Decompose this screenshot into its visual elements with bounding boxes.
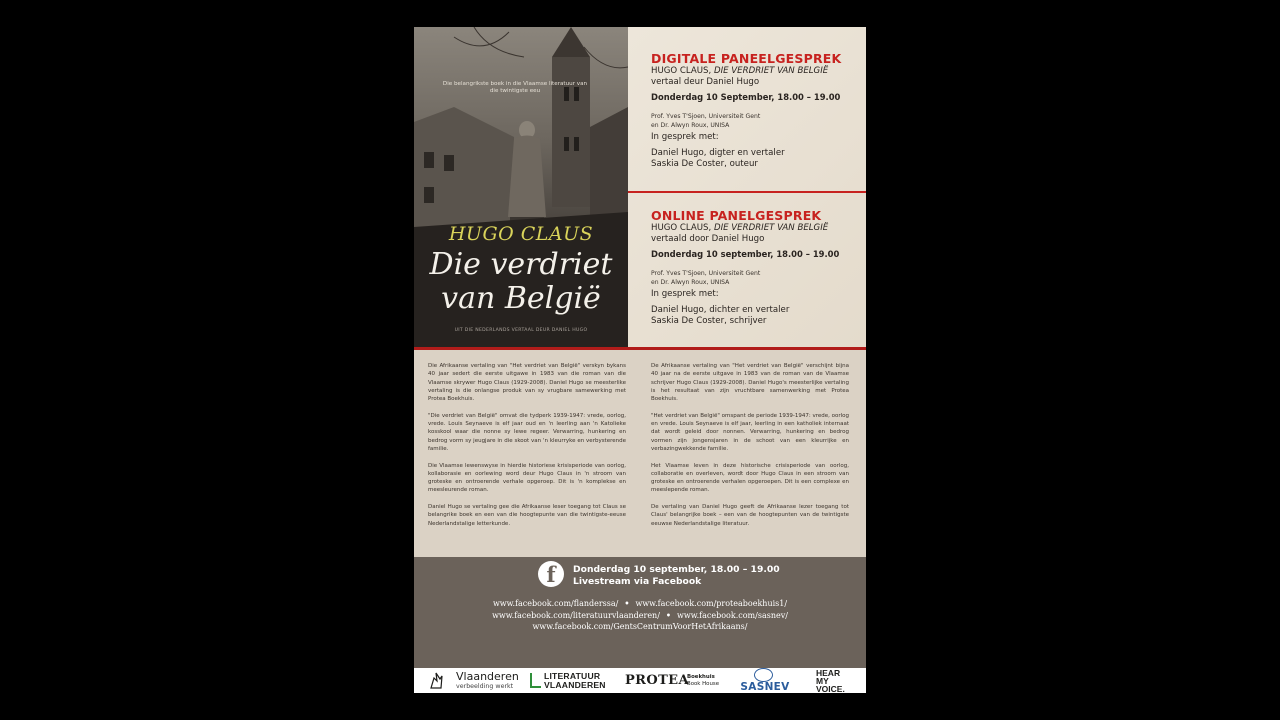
link-separator: •: [665, 609, 672, 620]
body-af-paragraph: "Die verdriet van België" omvat die tydperk 1939-1947: vrede, oorlog, vrede. Louis Seynaeve is elf jaar oud en 'n leerling aan 'n Katolieke kosskool waar die nonne sy lewe regeer. Verwarring, hunkering en bedrog vorm sy jeugjare in die skoot van 'n kleurryke en verbysterende familie.: [428, 412, 626, 452]
cover-tagline: Die belangrikste boek in die Vlaamse literatuur van die twintigste eeu: [442, 81, 588, 94]
lion-icon: [428, 670, 445, 690]
event-af-moderator-1: Prof. Yves T'Sjoen, Universiteit Gent: [651, 113, 761, 120]
facebook-link[interactable]: www.facebook.com/GentsCentrumVoorHetAfrikaans/: [532, 622, 748, 631]
event-nl-in-conversation: In gesprek met:: [651, 289, 719, 299]
event-af-date: Donderdag 10 September, 18.00 – 19.00: [651, 92, 841, 102]
hear-text: HEAR: [816, 668, 841, 678]
body-nl-paragraph: Het Vlaamse leven in deze historische crisisperiode van oorlog, collaboratie en overleven, wordt door Hugo Claus in een stroom van groteske en ontroerende verhalen opgeroepen. Dit is een complexe en meeslepende roman.: [651, 462, 849, 494]
facebook-link[interactable]: www.facebook.com/flanderssa/: [492, 599, 619, 608]
literatuur-line1: LITERATUUR: [544, 671, 601, 681]
facebook-icon[interactable]: f: [538, 561, 564, 587]
description-section: [414, 350, 866, 557]
vlaanderen-logo: [428, 668, 520, 693]
protea-logo: [625, 673, 720, 691]
event-af-book-title: DIE VERDRIET VAN BELGIË: [713, 66, 829, 76]
sasnev-name: SASNEV: [740, 681, 790, 693]
event-details-panel: [628, 27, 866, 347]
protea-sub1: Boekhuis: [687, 674, 715, 680]
event-poster: [414, 27, 866, 693]
protea-name: PROTEA: [625, 673, 689, 688]
livestream-band: [414, 557, 866, 668]
event-af-guest-2: Saskia De Coster, outeur: [651, 159, 758, 169]
sponsor-logos: [414, 668, 866, 693]
protea-sub2: Book House: [687, 681, 720, 687]
cover-title-line2: van België: [441, 281, 601, 316]
vlaanderen-tagline: verbeelding werkt: [456, 683, 514, 690]
event-nl-guest-2: Saskia De Coster, schrijver: [651, 316, 767, 326]
body-af-paragraph: Daniel Hugo se vertaling gee die Afrikaanse leser toegang tot Claus se belangrike boek en een van die hoogtepunte van die twintigste-eeuse Nederlandstalige letterkunde.: [428, 504, 626, 527]
event-nl-date: Donderdag 10 september, 18.00 – 19.00: [651, 249, 840, 259]
event-af-book: [651, 66, 862, 77]
event-af-moderator-2: en Dr. Alwyn Roux, UNISA: [651, 122, 730, 129]
my-text: MY: [816, 676, 829, 686]
body-nl-paragraph: De Afrikaanse vertaling van "Het verdriet van België" verschijnt bijna 40 jaar na de eerste uitgave in 1983 van de roman van de Vlaamse schrijver Hugo Claus (1929-2008). Daniel Hugo's meesterlijke vertaling is het resultaat van zijn vruchtbare samenwerking met Protea Boekhuis.: [651, 363, 849, 403]
cover-author: HUGO CLAUS: [448, 223, 594, 245]
event-divider: [628, 191, 866, 193]
event-dutch: [651, 208, 862, 327]
event-nl-translator: vertaald door Daniel Hugo: [651, 234, 765, 244]
event-af-in-conversation: In gesprek met:: [651, 132, 719, 142]
event-nl-moderator-1: Prof. Yves T'Sjoen, Universiteit Gent: [651, 270, 761, 277]
event-af-guest-1: Daniel Hugo, digter en vertaler: [651, 148, 785, 158]
link-separator: •: [624, 598, 630, 608]
literatuur-mark-icon: [530, 673, 541, 688]
event-nl-book-title: DIE VERDRIET VAN BELGIË: [713, 223, 829, 233]
literatuur-line2: VLAANDEREN: [544, 680, 606, 690]
description-afrikaans: [428, 362, 626, 536]
cover-title-line1: Die verdriet: [429, 247, 613, 282]
event-af-title: DIGITALE PANEELGESPREK: [651, 51, 842, 66]
sasnev-seal-icon: [754, 668, 773, 682]
description-dutch: [651, 362, 849, 536]
facebook-link[interactable]: www.facebook.com/literatuurvlaanderen/: [492, 610, 660, 620]
facebook-link[interactable]: www.facebook.com/sasnev/: [677, 610, 788, 620]
body-nl-paragraph: De vertaling van Daniel Hugo geeft de Afrikaanse lezer toegang tot Claus' belangrijke boek – een van de hoogtepunten van de twintigste eeuwse Nederlandstalige literatuur.: [651, 504, 849, 527]
event-afrikaans: [651, 51, 862, 170]
body-nl-paragraph: "Het verdriet van België" omspant de periode 1939-1947: vrede, oorlog en vrede. Louis Seynaeve is elf jaar, leerling in een katholiek internaat dat wordt geleid door nonnen. Verwarring, hunkering en bedrog vormen zijn jongensjaren in de schoot van een kleurrijke en verbazingwekkende familie.: [651, 412, 849, 452]
livestream-date: Donderdag 10 september, 18.00 – 19.00: [573, 564, 780, 575]
hear-my-voice-logo: [816, 669, 848, 693]
event-nl-book-author: HUGO CLAUS,: [651, 223, 714, 233]
event-nl-title: ONLINE PANELGESPREK: [651, 208, 822, 223]
voice-text: VOICE.: [816, 684, 845, 693]
literatuur-vlaanderen-logo: [530, 672, 615, 690]
facebook-link[interactable]: www.facebook.com/proteaboekhuis1/: [635, 599, 788, 608]
event-nl-guest-1: Daniel Hugo, dichter en vertaler: [651, 305, 790, 315]
facebook-links: [414, 598, 866, 633]
event-nl-moderator-2: en Dr. Alwyn Roux, UNISA: [651, 279, 730, 286]
livestream-label: Livestream via Facebook: [573, 576, 702, 587]
body-af-paragraph: Die Afrikaanse vertaling van "Het verdriet van België" verskyn bykans 40 jaar sedert die eerste uitgawe in 1983 van die roman van die Vlaamse skrywer Hugo Claus (1929-2008). Daniel Hugo se meesterlike vertaling is die onlangse produk van sy vrugbare samewerking met Protea Boekhuis.: [428, 363, 626, 403]
vlaanderen-name: Vlaanderen: [456, 670, 519, 683]
book-cover: [414, 27, 628, 347]
body-af-paragraph: Die Vlaamse lewenswyse in hierdie historiese krisisperiode van oorlog, kollaborasie en oorlewing word deur Hugo Claus in 'n stroom van groteske en ontroerende verhale opgeroep. Dit is 'n komplekse en meesleurende roman.: [428, 462, 626, 494]
event-af-translator: vertaal deur Daniel Hugo: [651, 77, 760, 87]
sasnev-logo: [734, 668, 796, 693]
cover-subtitle: UIT DIE NEDERLANDS VERTAAL DEUR DANIEL HUGO: [454, 328, 588, 333]
event-af-book-author: HUGO CLAUS,: [651, 66, 714, 76]
event-nl-book: [651, 223, 862, 234]
